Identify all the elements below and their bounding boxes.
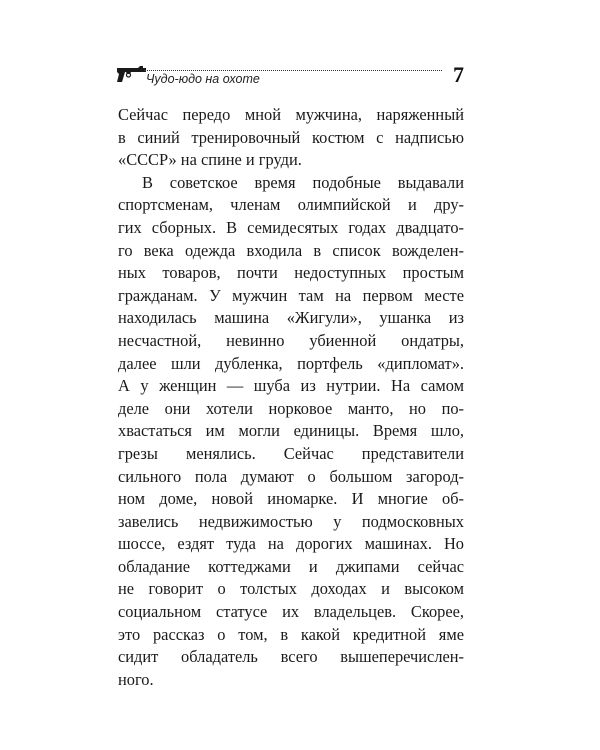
text-line: деле они хотели норковое манто, но по- — [118, 398, 464, 418]
revolver-icon — [116, 64, 148, 84]
text-line: шоссе, ездят туда на дорогих машинах. Но — [118, 534, 464, 554]
text-line: А у женщин — шуба из нутрии. На самом — [118, 376, 464, 396]
text-line: далее шли дубленка, портфель «дипломат». — [118, 353, 464, 373]
text-line: не говорит о толстых доходах и высоком — [118, 579, 464, 599]
text-line: грезы менялись. Сейчас представители — [118, 443, 464, 463]
text-line: го века одежда входила в список вожделен- — [118, 240, 464, 260]
text-line: сидит обладатель всего вышеперечислен- — [118, 647, 464, 667]
text-line: социальном статусе их владельцев. Скорее, — [118, 602, 464, 622]
text-line: несчастной, невинно убиенной ондатры, — [118, 330, 464, 350]
text-line: сильного пола думают о большом загород- — [118, 466, 464, 486]
text-line: в синий тренировочный костюм с надписью — [118, 127, 464, 147]
text-line: Сейчас передо мной мужчина, наряженный — [118, 105, 464, 124]
text-line: гих сборных. В семидесятых годах двадцато- — [118, 217, 464, 237]
text-line: «СССР» на спине и груди. — [118, 150, 302, 170]
header-dotted-rule — [144, 70, 442, 71]
text-line: находилась машина «Жигули», ушанка из — [118, 308, 464, 328]
text-line: ном доме, новой иномарке. И многие об- — [118, 489, 464, 509]
text-line: спортсменам, членам олимпийской и дру- — [118, 195, 464, 215]
text-line: ных товаров, почти недоступных простым — [118, 263, 464, 283]
text-line: обладание коттеджами и джипами сейчас — [118, 556, 464, 576]
text-line: гражданам. У мужчин там на первом месте — [118, 285, 464, 305]
running-header — [116, 62, 464, 92]
text-line: это рассказ о том, в какой кредитной яме — [118, 624, 464, 644]
text-line: ного. — [118, 669, 154, 689]
page-number: 7 — [453, 62, 464, 87]
body-text — [118, 104, 464, 691]
text-line: хвастаться им могли единицы. Время шло, — [118, 421, 464, 441]
text-line: завелись недвижимостью у подмосковных — [118, 511, 464, 531]
text-line: В советское время подобные выдавали — [142, 172, 464, 192]
running-header-title: Чудо-юдо на охоте — [146, 72, 264, 86]
